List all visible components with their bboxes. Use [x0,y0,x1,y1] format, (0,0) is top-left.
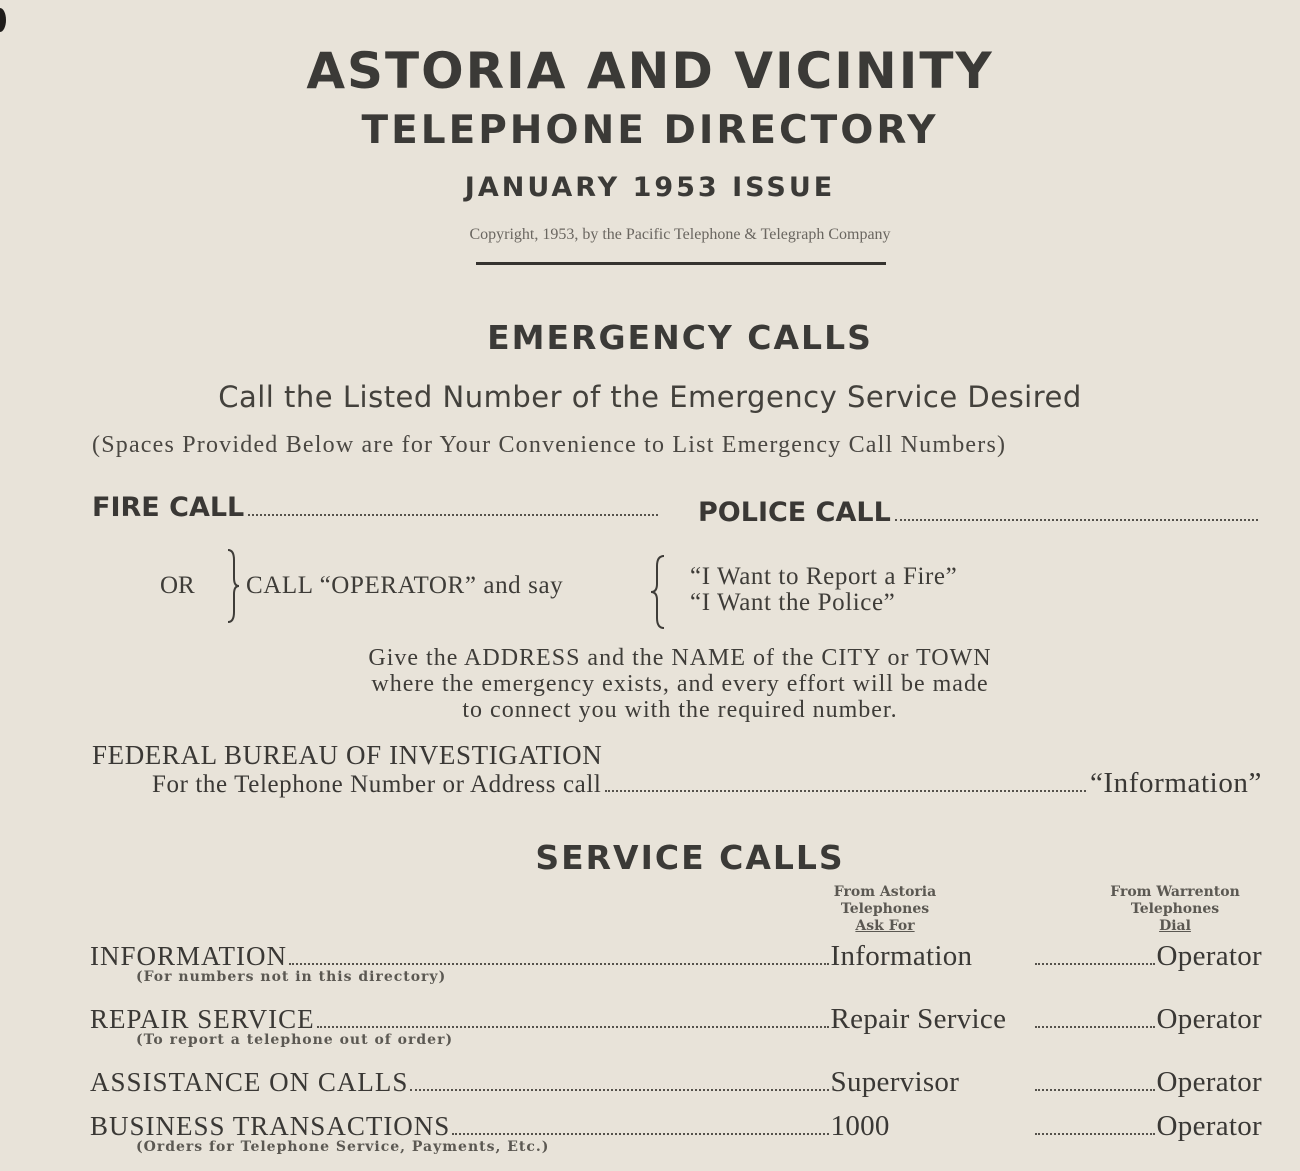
service-leader [1035,1026,1155,1028]
service-astoria-value: Supervisor [830,1066,960,1098]
address-instructions [200,645,1160,723]
left-brace-icon [650,554,666,630]
address-line-2: where the emergency exists, and every effort will be made [371,671,989,697]
column-header-warrenton-line1: From Warrenton [1110,884,1240,900]
emergency-heading: EMERGENCY CALLS [487,318,873,357]
service-row [90,1110,1262,1155]
say-fire-phrase: “I Want to Report a Fire” [690,563,958,590]
copyright-notice: Copyright, 1953, by the Pacific Telephone & Telegraph Company [469,226,891,243]
fbi-leader [605,790,1085,792]
police-call-blank [895,519,1258,521]
service-leader [410,1089,828,1091]
service-label: ASSISTANCE ON CALLS [90,1067,409,1097]
column-header-warrenton [1080,884,1270,935]
service-warrenton-value: Operator [1156,1066,1262,1098]
column-header-astoria [790,884,980,935]
directory-title: ASTORIA AND VICINITY [306,42,994,100]
fire-call-label: FIRE CALL [92,492,245,523]
fire-call-blank [248,514,658,516]
column-header-astoria-line3: Ask For [855,918,915,934]
service-leader [317,1026,829,1028]
right-brace-icon [226,548,240,624]
address-line-3: to connect you with the required number. [462,697,898,723]
service-note: (Orders for Telephone Service, Payments, Etc.) [136,1139,550,1155]
fire-call-row [92,492,662,523]
header-divider [476,262,886,265]
service-row [90,1066,1262,1099]
fbi-row [152,767,1262,800]
service-warrenton-value: Operator [1156,940,1262,972]
or-label: OR [160,572,195,599]
service-warrenton-value: Operator [1156,1003,1262,1035]
say-phrases [690,564,957,616]
service-heading: SERVICE CALLS [535,838,845,877]
column-header-astoria-line1: From Astoria [833,884,937,900]
service-astoria-value: Repair Service [830,1003,1007,1035]
service-leader [452,1133,828,1135]
service-leader [289,963,829,965]
emergency-note: (Spaces Provided Below are for Your Convenience to List Emergency Call Numbers) [92,432,1007,458]
service-row [90,940,1262,985]
service-astoria-value: Information [830,940,973,972]
service-label: REPAIR SERVICE [90,1004,315,1034]
issue-date: JANUARY 1953 ISSUE [464,172,836,203]
address-line-1: Give the ADDRESS and the NAME of the CITY or TOWN [368,645,992,671]
service-leader [1035,1133,1155,1135]
fbi-value: “Information” [1089,767,1262,799]
call-operator-text: CALL “OPERATOR” and say [246,572,564,599]
police-call-row [698,497,1262,528]
service-row [90,1003,1262,1048]
column-header-warrenton-line3: Dial [1159,918,1191,934]
police-call-label: POLICE CALL [698,497,891,528]
emergency-instruction: Call the Listed Number of the Emergency Service Desired [218,380,1082,414]
service-label: INFORMATION [90,941,288,971]
column-header-warrenton-line2: Telephones [1130,901,1220,917]
fbi-title: FEDERAL BUREAU OF INVESTIGATION [92,740,603,770]
directory-subtitle: TELEPHONE DIRECTORY [361,108,939,153]
service-astoria-value: 1000 [830,1110,890,1142]
say-police-phrase: “I Want the Police” [690,589,896,616]
service-leader [1035,963,1155,965]
service-note: (To report a telephone out of order) [136,1032,454,1048]
page-edge-mark [0,8,6,32]
column-header-astoria-line2: Telephones [840,901,930,917]
service-label: BUSINESS TRANSACTIONS [90,1111,451,1141]
service-warrenton-value: Operator [1156,1110,1262,1142]
service-note: (For numbers not in this directory) [136,969,447,985]
fbi-text: For the Telephone Number or Address call [152,771,602,798]
service-leader [1035,1089,1155,1091]
